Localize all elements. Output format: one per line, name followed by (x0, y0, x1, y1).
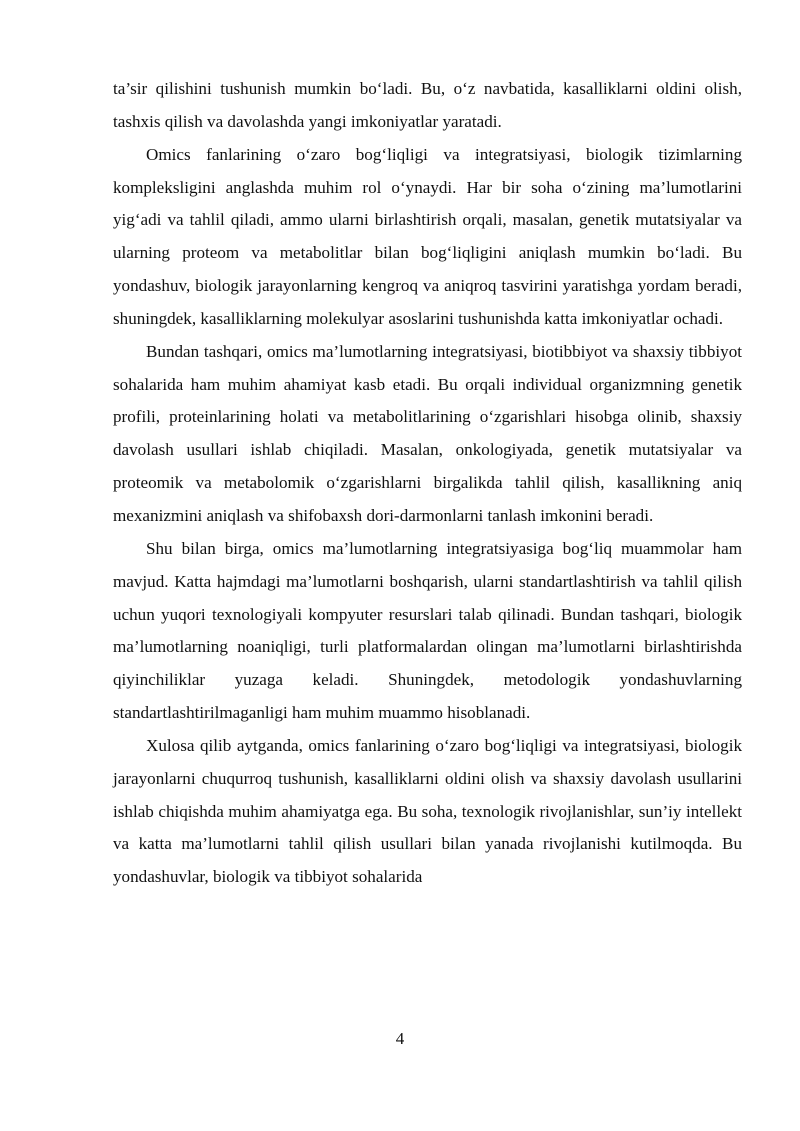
paragraph-continuation: ta’sir qilishini tushunish mumkin bo‘ladi. Bu, o‘z navbatida, kasalliklarni oldini olish, tashxis qilish va davolashda yangi imkoniyatlar yaratadi. (113, 79, 742, 131)
paragraph: Omics fanlarining o‘zaro bog‘liqligi va integratsiyasi, biologik tizimlarning kompleksligini anglashda muhim rol o‘ynaydi. Har bir soha o‘zining ma’lumotlarini yig‘adi va tahlil qiladi, ammo ularni birlashtirish orqali, masalan, genetik mutatsiyalar va ularning proteom va metabolitlar bilan bog‘liqligini aniqlash mumkin bo‘ladi. Bu yondashuv, biologik jarayonlarning kengroq va aniqroq tasvirini yaratishga yordam beradi, shuningdek, kasalliklarning molekulyar asoslarini tushunishda katta imkoniyatlar ochadi. (113, 144, 742, 328)
paragraph: Xulosa qilib aytganda, omics fanlarining o‘zaro bog‘liqligi va integratsiyasi, biologik jarayonlarni chuqurroq tushunish, kasalliklarni oldini olish va shaxsiy davolash usullarini ishlab chiqishda muhim ahamiyatga ega. Bu soha, texnologik rivojlanishlar, sun’iy intellekt va katta ma’lumotlarni tahlil qilish usullari bilan yanada rivojlanishi kutilmoqda. Bu yondashuvlar, biologik va tibbiyot sohalarida (113, 735, 742, 887)
page-number: 4 (395, 1029, 405, 1048)
paragraph: Shu bilan birga, omics ma’lumotlarning integratsiyasiga bog‘liq muammolar ham mavjud. Katta hajmdagi ma’lumotlarni boshqarish, ularni standartlashtirish va tahlil qilish uchun yuqori texnologiyali kompyuter resurslari talab qilinadi. Bundan tashqari, biologik ma’lumotlarning noaniqligi, turli platformalardan olingan ma’lumotlarni birlashtirishda qiyinchiliklar yuzaga keladi. Shuningdek, metodologik yondashuvlarning standartlashtirilmaganligi ham muhim muammo hisoblanadi. (113, 538, 742, 723)
body-text (113, 73, 742, 894)
paragraph: Bundan tashqari, omics ma’lumotlarning integratsiyasi, biotibbiyot va shaxsiy tibbiyot sohalarida ham muhim ahamiyat kasb etadi. Bu orqali individual organizmning genetik profili, proteinlarining holati va metabolitlarining o‘zgarishlari hisobga olinib, shaxsiy davolash usullari ishlab chiqiladi. Masalan, onkologiyada, genetik mutatsiyalar va proteomik va metabolomik o‘zgarishlarni birgalikda tahlil qilish, kasallikning aniq mexanizmini aniqlash va shifobaxsh dori-darmonlarni tanlash imkonini beradi. (113, 341, 742, 525)
